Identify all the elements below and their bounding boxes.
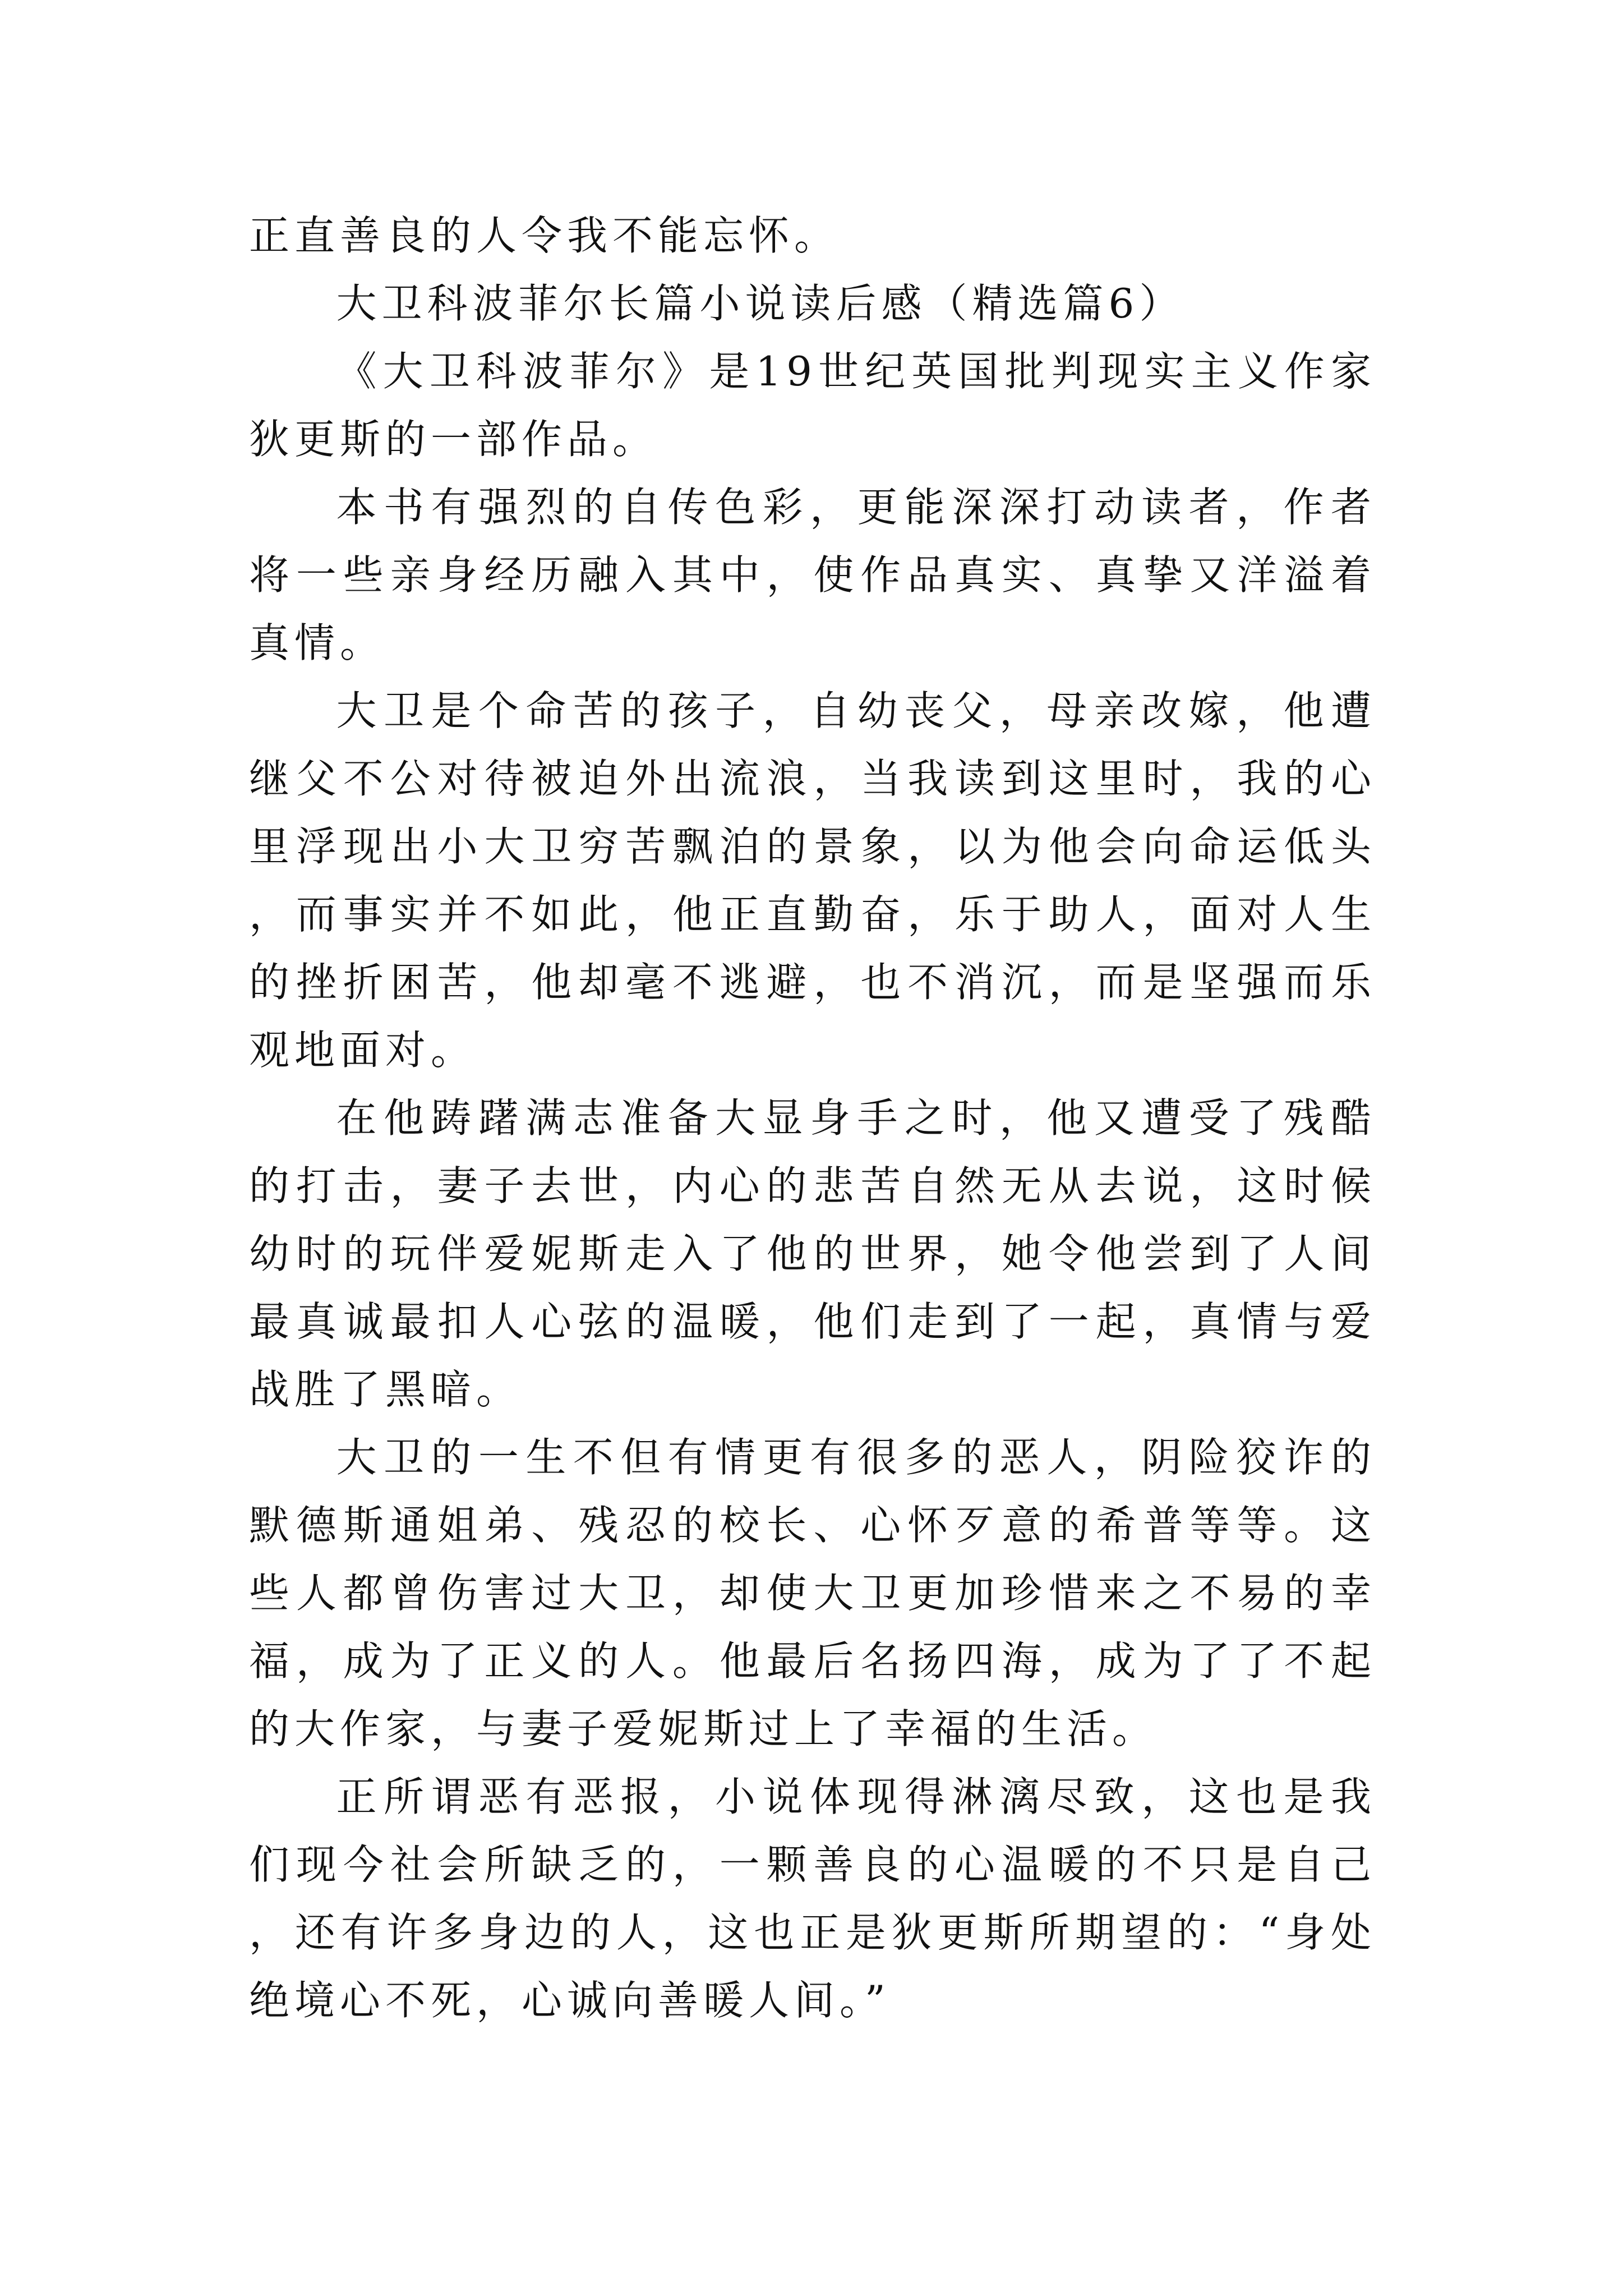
paragraph-agnes: 在他踌躇满志准备大显身手之时，他又遭受了残酷的打击，妻子去世，内心的悲苦自然无从去说，这时候幼时的玩伴爱妮斯走入了他的世界，她令他尝到了人间最真诚最扣人心弦的温暖，他们走到了一起，真情与爱战胜了黑暗。 xyxy=(249,1094,1376,1413)
paragraph-childhood: 大卫是个命苦的孩子，自幼丧父，母亲改嫁，他遭继父不公对待被迫外出流浪，当我读到这里时，我的心里浮现出小大卫穷苦飘泊的景象，以为他会向命运低头，而事实并不如此，他正直勤奋，乐于助人，面对人生的挫折困苦，他却毫不逃避，也不消沉，而是坚强而乐观地面对。 xyxy=(249,687,1376,1074)
paragraph-autobiography: 本书有强烈的自传色彩，更能深深打动读者，作者将一些亲身经历融入其中，使作品真实、真挚又洋溢着真情。 xyxy=(249,484,1376,666)
document-body xyxy=(249,202,1376,2035)
paragraph-conclusion: 正所谓恶有恶报，小说体现得淋漓尽致，这也是我们现今社会所缺乏的，一颗善良的心温暖的不只是自己，还有许多身边的人，这也正是狄更斯所期望的：“身处绝境心不死，心诚向善暖人间。” xyxy=(249,1773,1376,2024)
paragraph-intro: 《大卫科波菲尔》是19世纪英国批判现实主义作家狄更斯的一部作品。 xyxy=(249,348,1376,463)
paragraph-villains: 大卫的一生不但有情更有很多的恶人，阴险狡诈的默德斯通姐弟、残忍的校长、心怀歹意的希普等等。这些人都曾伤害过大卫，却使大卫更加珍惜来之不易的幸福，成为了正义的人。他最后名扬四海，成为了了不起的大作家，与妻子爱妮斯过上了幸福的生活。 xyxy=(249,1434,1376,1752)
paragraph-continuation: 正直善良的人令我不能忘怀。 xyxy=(249,212,840,259)
section-heading: 大卫科波菲尔长篇小说读后感（精选篇6） xyxy=(336,280,1185,327)
